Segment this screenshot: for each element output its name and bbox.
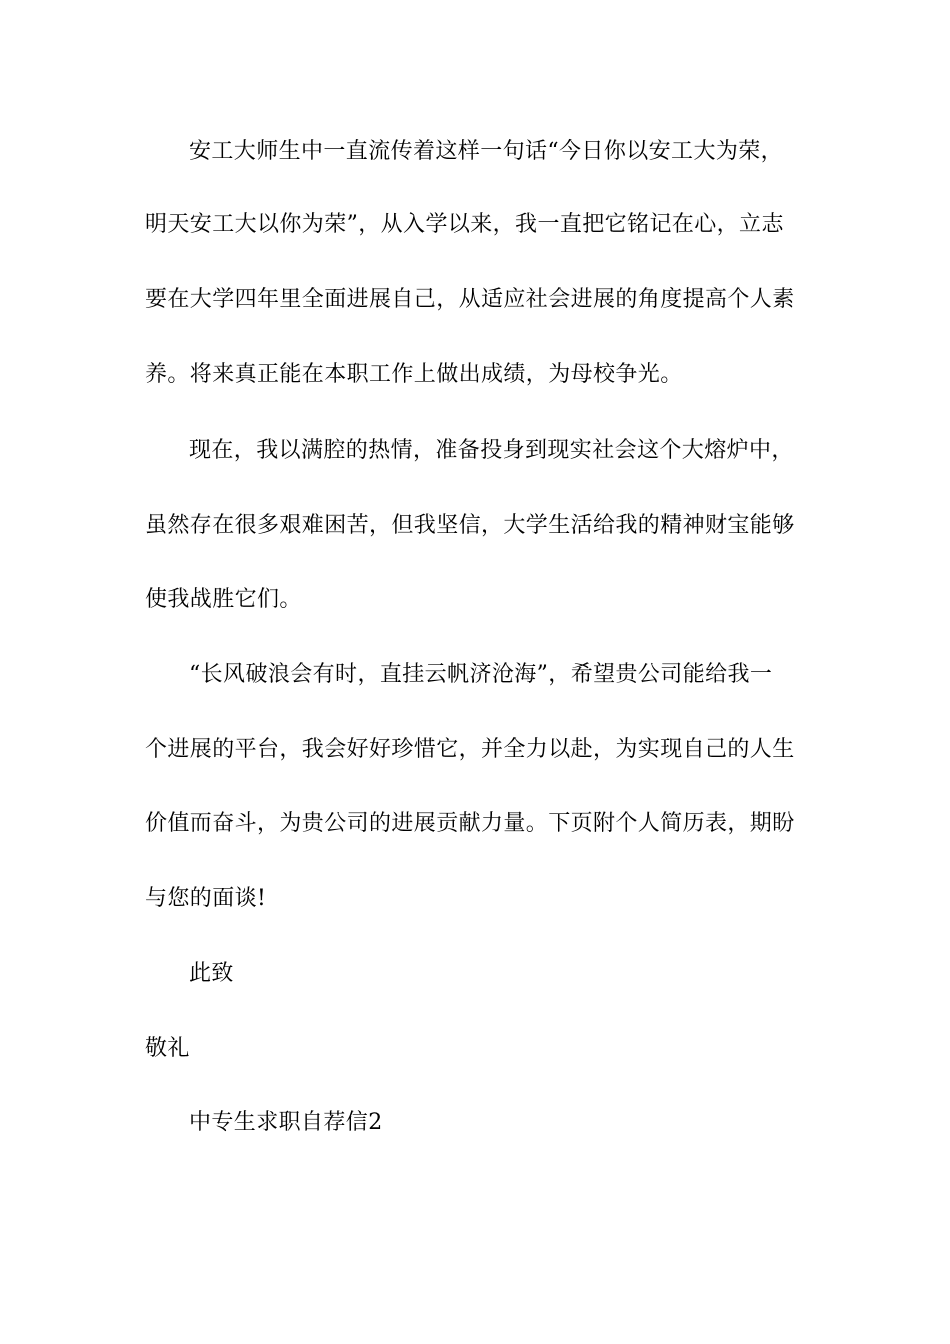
paragraph-3-line-3: 价值而奋斗，为贵公司的进展贡献力量。下页附个人简历表，期盼: [145, 811, 795, 836]
salutation-line: 敬礼: [145, 1036, 190, 1061]
paragraph-2-line-1: 现在，我以满腔的热情，准备投身到现实社会这个大熔炉中，: [189, 438, 794, 463]
paragraph-3-line-2: 个进展的平台，我会好好珍惜它，并全力以赴，为实现自己的人生: [145, 737, 795, 762]
paragraph-2-line-2: 虽然存在很多艰难困苦，但我坚信，大学生活给我的精神财宝能够: [145, 513, 795, 538]
paragraph-1-line-3: 要在大学四年里全面进展自己，从适应社会进展的角度提高个人素: [145, 287, 795, 312]
paragraph-1-line-1: 安工大师生中一直流传着这样一句话“今日你以安工大为荣，: [189, 139, 784, 164]
paragraph-3-line-4: 与您的面谈!: [145, 886, 267, 911]
next-section-heading: 中专生求职自荐信2: [189, 1110, 383, 1135]
paragraph-3-line-1: “长风破浪会有时，直挂云帆济沧海”，希望贵公司能给我一: [189, 662, 773, 687]
closing-line: 此致: [189, 961, 234, 986]
paragraph-1-line-2: 明天安工大以你为荣”，从入学以来，我一直把它铭记在心，立志: [145, 212, 784, 237]
paragraph-2-line-3: 使我战胜它们。: [145, 587, 302, 612]
paragraph-1-line-4: 养。将来真正能在本职工作上做出成绩，为母校争光。: [145, 362, 683, 387]
